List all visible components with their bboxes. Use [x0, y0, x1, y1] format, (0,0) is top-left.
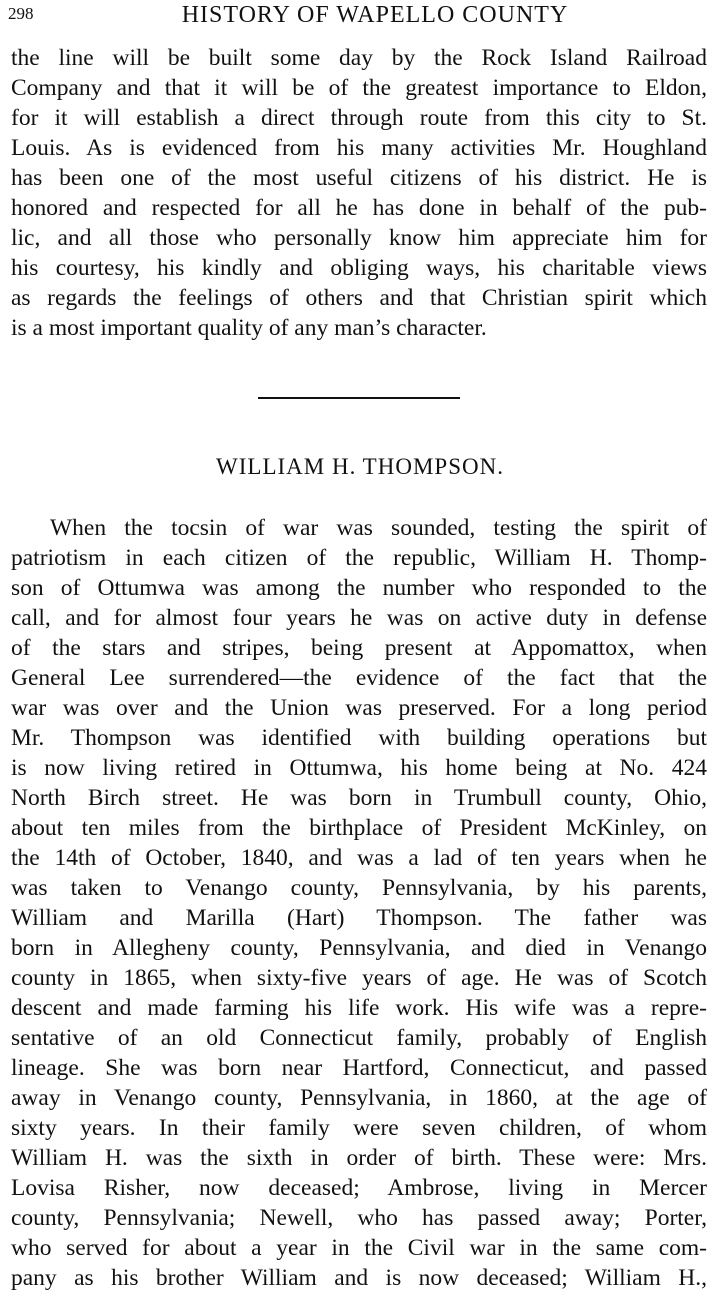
text-line: his courtesy, his kindly and obliging ways, his charitable views: [11, 255, 707, 281]
text-line: Louis. As is evidenced from his many activities Mr. Houghland: [11, 135, 707, 161]
text-line: sentative of an old Connecticut family, probably of English: [11, 1025, 707, 1051]
text-line: William and Marilla (Hart) Thompson. The father was: [11, 905, 707, 931]
text-line: born in Allegheny county, Pennsylvania, and died in Venango: [11, 935, 707, 961]
text-line: When the tocsin of war was sounded, testing the spirit of: [50, 515, 707, 541]
text-line: sixty years. In their family were seven children, of whom: [11, 1115, 707, 1141]
page-number: 298: [8, 4, 34, 23]
text-line: is now living retired in Ottumwa, his home being at No. 424: [11, 755, 707, 781]
text-line: was taken to Venango county, Pennsylvania, by his parents,: [11, 875, 707, 901]
text-line: Lovisa Risher, now deceased; Ambrose, living in Mercer: [11, 1175, 707, 1201]
text-line: lineage. She was born near Hartford, Connecticut, and passed: [11, 1055, 707, 1081]
text-line: war was over and the Union was preserved. For a long period: [11, 695, 707, 721]
text-line: Company and that it will be of the greatest importance to Eldon,: [11, 75, 707, 101]
text-line: the line will be built some day by the Rock Island Railroad: [11, 45, 707, 71]
text-line: descent and made farming his life work. His wife was a repre-: [11, 995, 707, 1021]
text-line: has been one of the most useful citizens of his district. He is: [11, 165, 707, 191]
section-divider: [258, 397, 460, 399]
text-line: as regards the feelings of others and that Christian spirit which: [11, 285, 707, 311]
text-line: North Birch street. He was born in Trumbull county, Ohio,: [11, 785, 707, 811]
text-line: the 14th of October, 1840, and was a lad of ten years when he: [11, 845, 707, 871]
text-line: General Lee surrendered—the evidence of the fact that the: [11, 665, 707, 691]
section-title: WILLIAM H. THOMPSON.: [216, 454, 504, 479]
text-line: about ten miles from the birthplace of President McKinley, on: [11, 815, 707, 841]
text-line: for it will establish a direct through route from this city to St.: [11, 105, 707, 131]
text-line: William H. was the sixth in order of birth. These were: Mrs.: [11, 1145, 707, 1171]
text-line: Mr. Thompson was identified with building operations but: [11, 725, 707, 751]
text-line: who served for about a year in the Civil war in the same com-: [11, 1235, 707, 1261]
text-line: county in 1865, when sixty-five years of age. He was of Scotch: [11, 965, 707, 991]
text-line: county, Pennsylvania; Newell, who has passed away; Porter,: [11, 1205, 707, 1231]
running-title: HISTORY OF WAPELLO COUNTY: [181, 2, 569, 28]
text-line: away in Venango county, Pennsylvania, in 1860, at the age of: [11, 1085, 707, 1111]
text-line: of the stars and stripes, being present at Appomattox, when: [11, 635, 707, 661]
text-line: patriotism in each citizen of the republic, William H. Thomp-: [11, 545, 707, 571]
running-header: [0, 0, 720, 30]
text-line: pany as his brother William and is now deceased; William H.,: [11, 1265, 707, 1291]
text-line: is a most important quality of any man’s character.: [11, 315, 487, 341]
text-line: son of Ottumwa was among the number who responded to the: [11, 575, 707, 601]
text-line: lic, and all those who personally know him appreciate him for: [11, 225, 707, 251]
text-line: honored and respected for all he has done in behalf of the pub-: [11, 195, 707, 221]
text-line: call, and for almost four years he was on active duty in defense: [11, 605, 707, 631]
